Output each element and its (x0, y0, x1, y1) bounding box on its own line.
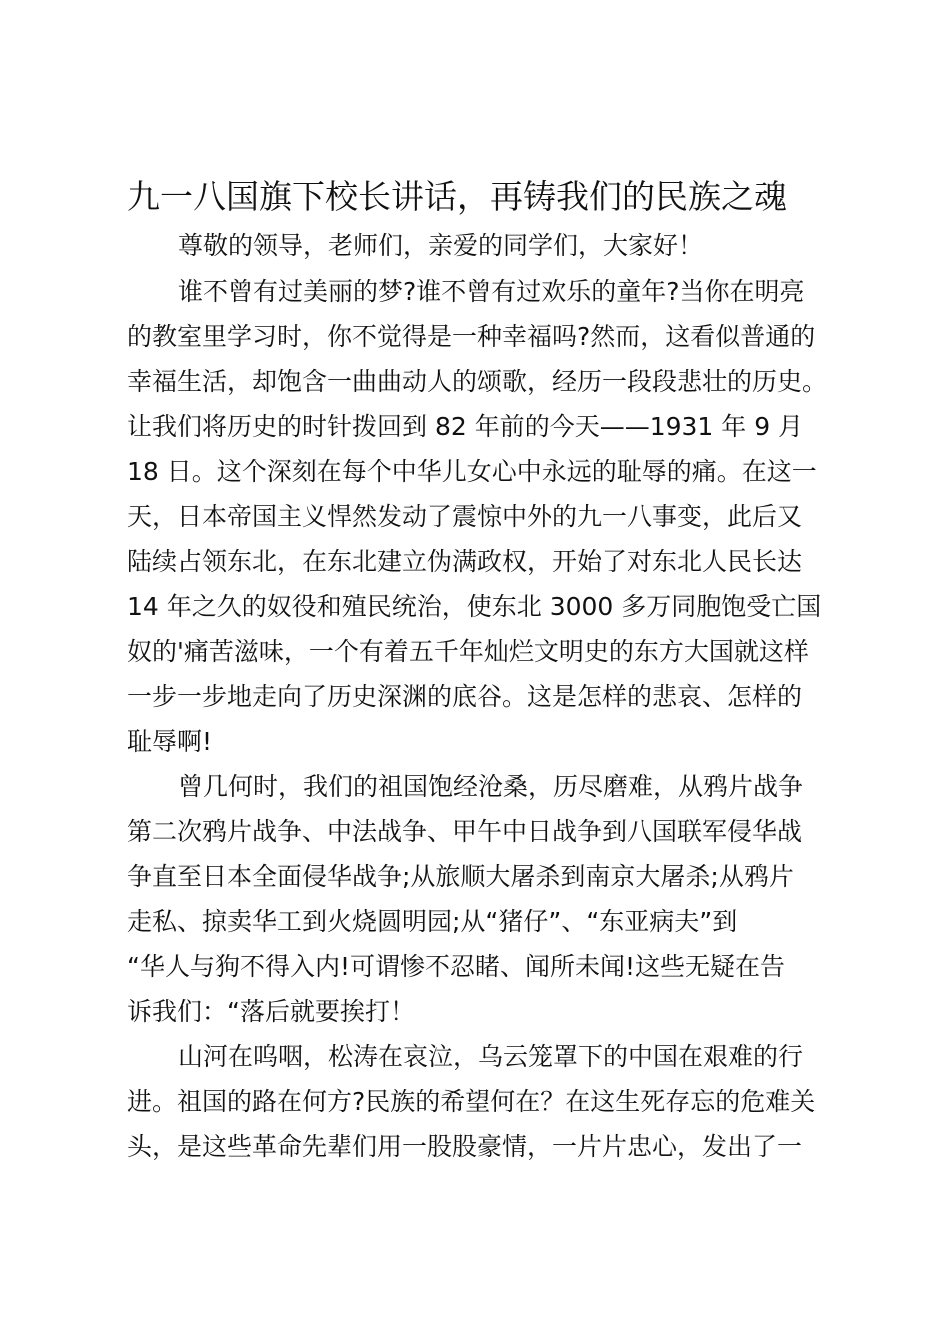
paragraph-line: 让我们将历史的时针拨回到 82 年前的今天——1931 年 9 月 (127, 412, 804, 441)
greeting-line: 尊敬的领导，老师们，亲爱的同学们，大家好！ (178, 231, 704, 260)
paragraph-line: 18 日。这个深刻在每个中华儿女心中永远的耻辱的痛。在这一 (127, 457, 817, 486)
paragraph-line: 14 年之久的奴役和殖民统治，使东北 3000 多万同胞饱受亡国 (127, 592, 822, 621)
paragraph-line: 谁不曾有过美丽的梦?谁不曾有过欢乐的童年?当你在明亮 (178, 277, 805, 306)
paragraph-line: 的教室里学习时，你不觉得是一种幸福吗?然而，这看似普通的 (127, 322, 816, 351)
paragraph-line: 陆续占领东北，在东北建立伪满政权，开始了对东北人民长达 (127, 547, 803, 576)
paragraph-line: “华人与狗不得入内!可谓惨不忍睹、闻所未闻!这些无疑在告 (127, 952, 785, 981)
paragraph-line: 一步一步地走向了历史深渊的底谷。这是怎样的悲哀、怎样的 (127, 682, 803, 711)
paragraph-line: 天，日本帝国主义悍然发动了震惊中外的九一八事变，此后又 (127, 502, 803, 531)
paragraph-line: 曾几何时，我们的祖国饱经沧桑，历尽磨难，从鸦片战争 (178, 772, 804, 801)
paragraph-line: 争直至日本全面侵华战争;从旅顺大屠杀到南京大屠杀;从鸦片 (127, 862, 794, 891)
paragraph-line: 幸福生活，却饱含一曲曲动人的颂歌，经历一段段悲壮的历史。 (127, 367, 828, 396)
paragraph-line: 走私、掠卖华工到火烧圆明园;从“猪仔”、“东亚病夫”到 (127, 907, 738, 936)
paragraph-line: 第二次鸦片战争、中法战争、甲午中日战争到八国联军侵华战 (127, 817, 803, 846)
paragraph-line: 进。祖国的路在何方?民族的希望何在？在这生死存忘的危难关 (127, 1087, 816, 1116)
paragraph-line: 头，是这些革命先辈们用一股股豪情，一片片忠心，发出了一 (127, 1132, 803, 1161)
paragraph-line: 耻辱啊! (127, 727, 213, 756)
paragraph-line: 诉我们：“落后就要挨打！ (127, 997, 415, 1026)
document-title: 九一八国旗下校长讲话，再铸我们的民族之魂 (127, 177, 787, 216)
paragraph-line: 山河在呜咽，松涛在哀泣，乌云笼罩下的中国在艰难的行 (178, 1042, 804, 1071)
paragraph-line: 奴的'痛苦滋味，一个有着五千年灿烂文明史的东方大国就这样 (127, 637, 809, 666)
